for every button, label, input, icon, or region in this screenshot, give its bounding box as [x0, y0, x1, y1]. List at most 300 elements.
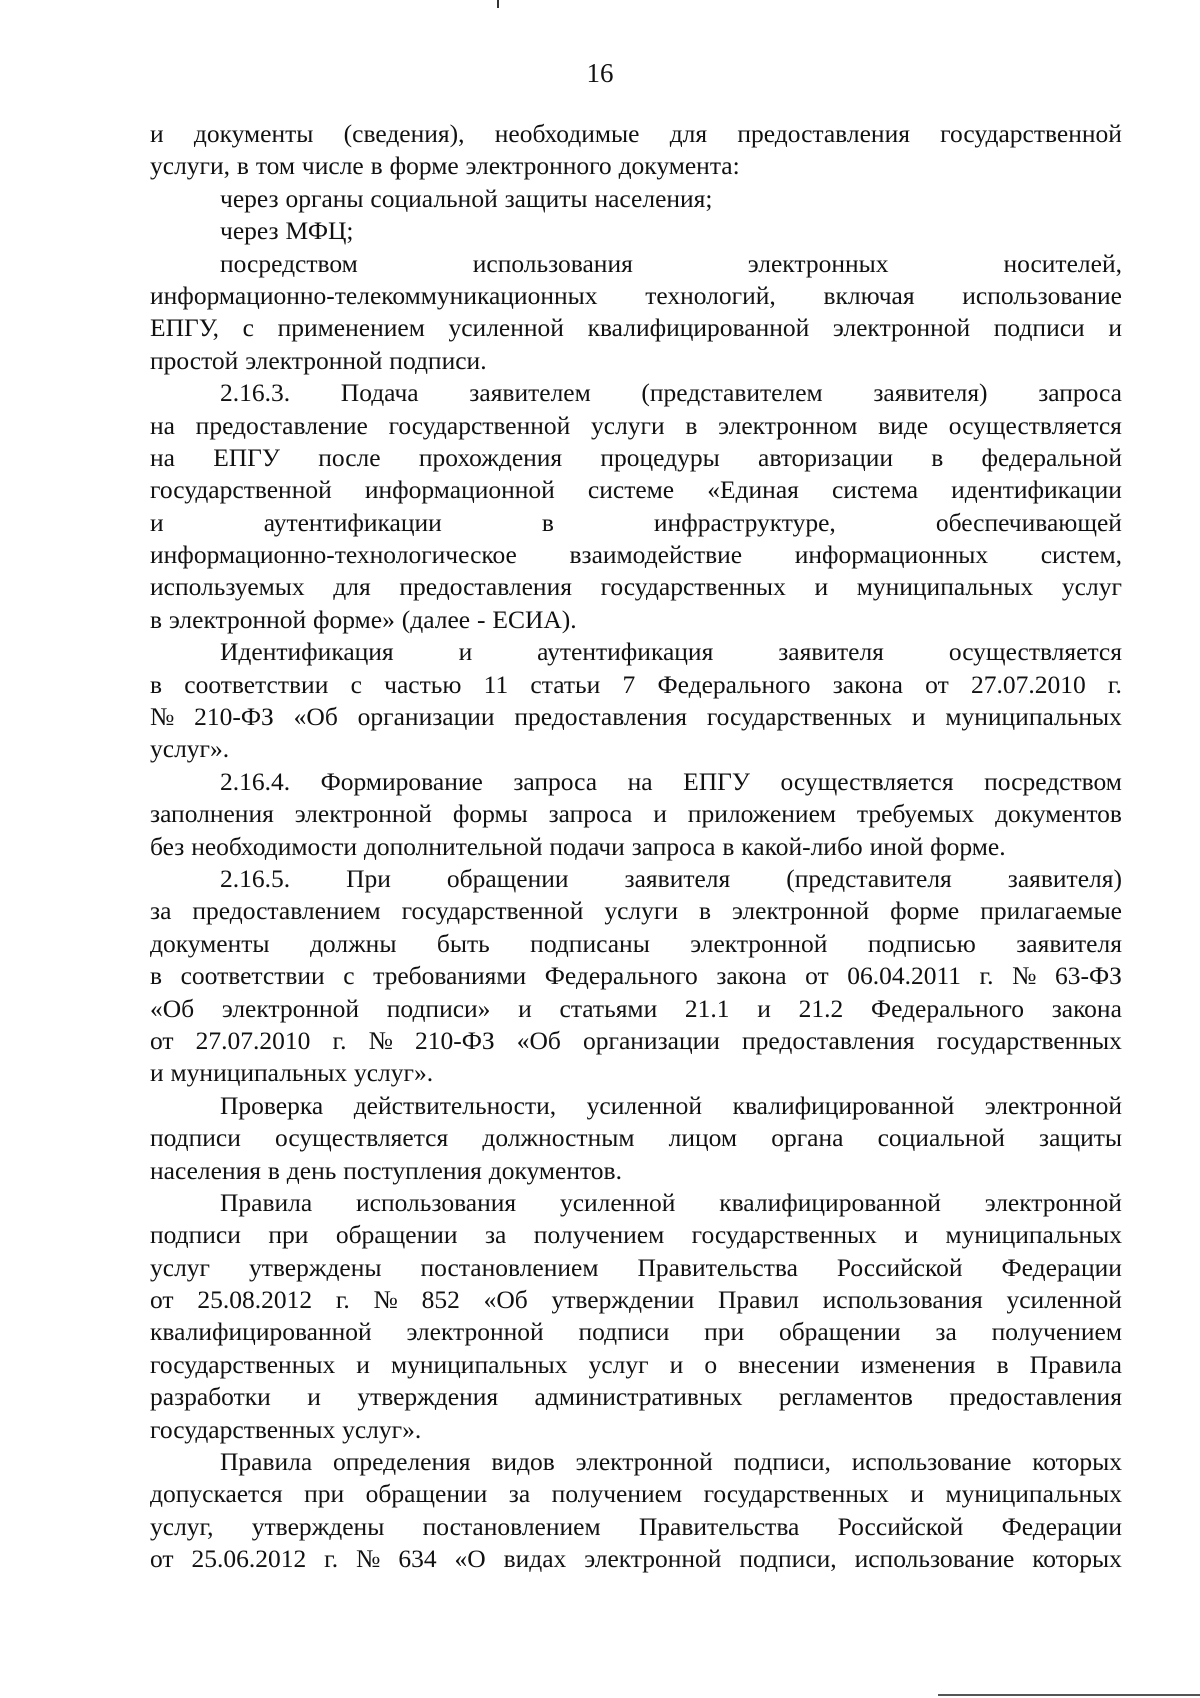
word: для — [333, 572, 371, 602]
word: Правила — [220, 1187, 313, 1217]
word: действительности, — [353, 1090, 557, 1120]
word: информационной — [364, 475, 555, 505]
word: утверждены — [251, 1511, 385, 1541]
word: г. — [335, 1285, 350, 1315]
text-line — [150, 280, 1122, 312]
word: быть — [436, 928, 490, 958]
word: 7 — [622, 669, 636, 699]
word: запроса — [631, 831, 716, 861]
word: Федерации — [1001, 1511, 1122, 1541]
word: и — [814, 572, 829, 602]
word: организации — [357, 702, 495, 732]
word: электронной — [294, 799, 432, 829]
word: от — [150, 1285, 174, 1315]
word: № — [368, 1025, 393, 1055]
text-line — [150, 1057, 1122, 1089]
word: № — [1012, 961, 1037, 991]
word: подписи» — [386, 993, 491, 1023]
word: необходимые — [494, 119, 640, 148]
word: аутентификации — [263, 507, 442, 537]
word: осуществляется — [780, 766, 954, 796]
word: и — [1108, 313, 1122, 343]
word: форме — [890, 896, 960, 926]
text-line — [150, 1478, 1122, 1510]
word: услуги — [591, 410, 665, 440]
word: которых — [1032, 1544, 1122, 1574]
text-line — [150, 604, 1122, 636]
word: защиты — [1039, 1123, 1122, 1153]
word: соответствии — [184, 669, 329, 699]
word: электронной — [575, 1447, 713, 1477]
text-line — [150, 507, 1122, 539]
word: прилагаемые — [980, 896, 1122, 926]
word: информационно-технологическое — [150, 540, 517, 570]
text-line — [150, 442, 1122, 474]
word: обращении — [446, 863, 569, 893]
word: муниципальных — [945, 1479, 1122, 1509]
word: осуществляется — [948, 410, 1122, 440]
word: при — [704, 1317, 745, 1347]
word: муниципальных — [945, 702, 1122, 732]
word: Российской — [836, 1252, 963, 1282]
word: «О — [454, 1544, 486, 1574]
word: с — [242, 313, 254, 343]
text-line — [150, 539, 1122, 571]
word: Правил — [717, 1285, 799, 1315]
word: носителей, — [1003, 248, 1122, 278]
word: № — [373, 1285, 398, 1315]
word: на — [150, 410, 175, 440]
word: в — [698, 896, 711, 926]
word: информационных — [794, 540, 989, 570]
word: в — [685, 410, 698, 440]
word: муниципальных — [170, 1058, 348, 1088]
word: государственных — [706, 702, 893, 732]
text-line — [150, 215, 1122, 247]
text-line — [150, 1090, 1122, 1122]
word: заявителя) — [873, 378, 988, 408]
word: регламентов — [778, 1382, 913, 1412]
word: 21.2 — [798, 993, 844, 1023]
word: заявителя) — [1007, 863, 1122, 893]
text-line — [150, 118, 1122, 150]
word: и — [653, 799, 667, 829]
word: и — [910, 1479, 924, 1509]
word: Идентификация — [220, 637, 394, 667]
text-line — [150, 831, 1122, 863]
word: муниципальных — [945, 1220, 1122, 1250]
word: видов — [491, 1447, 555, 1477]
word: (представителя — [786, 863, 952, 893]
word: использования — [822, 1285, 983, 1315]
word: постановлением — [420, 1252, 599, 1282]
word: применением — [277, 313, 425, 343]
word: предоставления — [514, 702, 687, 732]
word: электронной — [984, 1090, 1122, 1120]
text-line — [150, 1187, 1122, 1219]
word: подписи, — [739, 1544, 837, 1574]
word: услуг». — [353, 1058, 434, 1088]
word: квалифицированной — [732, 1090, 955, 1120]
word: усиленной — [559, 1187, 676, 1217]
word: приложением — [687, 799, 837, 829]
word: 27.07.2010 — [195, 1025, 311, 1055]
word: в — [150, 604, 163, 634]
word: предоставления — [949, 1382, 1122, 1412]
word: лицом — [668, 1123, 738, 1153]
word: подписью — [867, 928, 976, 958]
word: Федерального — [544, 961, 698, 991]
text-line — [150, 1414, 1122, 1446]
word: подписи — [993, 313, 1085, 343]
word: государственной — [940, 119, 1122, 148]
word: запроса — [548, 799, 633, 829]
text-line — [150, 345, 1122, 377]
word: 852 — [421, 1285, 460, 1315]
word: услуг — [150, 1252, 211, 1282]
word: через — [220, 216, 279, 246]
word: квалифицированной — [150, 1317, 372, 1347]
word: подписи — [578, 1317, 670, 1347]
word: и — [911, 702, 926, 732]
word: информационно-телекоммуникационных — [150, 280, 598, 310]
word: (далее — [401, 604, 471, 634]
word: заявителя — [778, 637, 884, 667]
text-line — [150, 993, 1122, 1025]
word: электронной — [406, 1317, 544, 1347]
word: обращении — [778, 1317, 901, 1347]
word: запроса — [1038, 378, 1122, 408]
word: государственных — [150, 1414, 336, 1444]
word: электронной — [168, 604, 307, 634]
text-line — [150, 248, 1122, 280]
page-number: 16 — [586, 58, 614, 88]
word: изменения — [860, 1349, 976, 1379]
word: 21.1 — [684, 993, 730, 1023]
word: ЕСИА). — [492, 604, 577, 634]
word: услуг — [588, 1349, 649, 1379]
word: подписи — [150, 1220, 241, 1250]
word: в — [370, 151, 383, 181]
text-line — [150, 571, 1122, 603]
scan-artifact-bottom — [938, 1694, 1200, 1696]
word: для — [669, 119, 708, 148]
word: в — [267, 1155, 280, 1185]
word: муниципальных — [856, 572, 1034, 602]
word: использования — [356, 1187, 517, 1217]
word: заявителем — [469, 378, 591, 408]
word: электронной — [832, 313, 971, 343]
word: частью — [384, 669, 462, 699]
word: статьями — [559, 993, 658, 1023]
text-line — [150, 377, 1122, 409]
word: запроса — [513, 766, 598, 796]
word: государственных — [150, 1349, 336, 1379]
word: федеральной — [981, 442, 1122, 472]
text-line — [150, 636, 1122, 668]
word: населения; — [594, 183, 713, 213]
word: которых — [1032, 1447, 1122, 1477]
text-line — [150, 1349, 1122, 1381]
word: 2.16.5. — [220, 863, 291, 893]
word: 25.08.2012 — [197, 1285, 313, 1315]
word: документов — [995, 799, 1122, 829]
word: населения — [150, 1155, 261, 1185]
text-line — [150, 183, 1122, 215]
word: заполнения — [150, 799, 274, 829]
text-line — [150, 701, 1122, 733]
word: числе — [301, 151, 364, 181]
text-line — [150, 1446, 1122, 1478]
word: закона — [716, 961, 787, 991]
word: Проверка — [220, 1090, 324, 1120]
text-line — [150, 669, 1122, 701]
word: № — [356, 1544, 381, 1574]
word: 63-ФЗ — [1054, 961, 1122, 991]
word: защиты — [504, 183, 588, 213]
text-line — [150, 733, 1122, 765]
word: Правила — [1029, 1349, 1122, 1379]
word: 2.16.3. — [220, 378, 291, 408]
word: на — [627, 766, 653, 796]
word: документы — [193, 119, 314, 148]
word: соответствии — [180, 961, 325, 991]
word: и — [669, 1349, 684, 1379]
word: статьи — [530, 669, 601, 699]
word: закона — [832, 669, 903, 699]
word: и — [458, 637, 473, 667]
word: и — [307, 1382, 321, 1412]
word: 2.16.4. — [220, 766, 291, 796]
word: электронном — [718, 410, 858, 440]
text-line — [150, 863, 1122, 895]
word: предоставления — [742, 1025, 915, 1055]
word: Формирование — [320, 766, 483, 796]
word: о — [704, 1349, 718, 1379]
word: дополнительной — [363, 831, 543, 861]
word: документов. — [488, 1155, 622, 1185]
text-line — [150, 766, 1122, 798]
word: включая — [823, 280, 915, 310]
word: предоставления — [399, 572, 572, 602]
word: получением — [991, 1317, 1122, 1347]
word: получением — [551, 1479, 683, 1509]
word: «Об — [150, 993, 195, 1023]
word: квалифицированной — [719, 1187, 941, 1217]
word: от — [925, 669, 949, 699]
word: 210-ФЗ — [194, 702, 274, 732]
word: услуг». — [150, 734, 230, 764]
word: процедуры — [600, 442, 720, 472]
word: - — [477, 604, 486, 634]
word: подписи — [150, 1123, 241, 1153]
word: подписи. — [389, 345, 487, 375]
word: простой — [150, 345, 239, 375]
word: обращении — [335, 1220, 458, 1250]
word: г. — [1107, 669, 1122, 699]
word: государственных — [691, 1220, 877, 1250]
word: предоставления — [737, 119, 910, 148]
word: Российской — [837, 1511, 964, 1541]
word: социальной — [877, 1123, 1005, 1153]
text-line — [150, 798, 1122, 830]
word: государственных — [600, 572, 786, 602]
word: государственной — [150, 475, 332, 505]
text-line — [150, 1155, 1122, 1187]
word: систем, — [1040, 540, 1122, 570]
word: и — [150, 119, 164, 148]
word: иной — [869, 831, 924, 861]
word: должны — [309, 928, 397, 958]
scan-artifact-top — [497, 0, 499, 8]
word: использование — [962, 280, 1122, 310]
text-line — [150, 312, 1122, 344]
word: услуг — [1061, 572, 1122, 602]
word: усиленной — [586, 1090, 703, 1120]
word: инфраструктуре, — [653, 507, 836, 537]
word: органы — [285, 183, 364, 213]
word: заявителя — [1016, 928, 1122, 958]
word: 210-ФЗ — [415, 1025, 495, 1055]
text-line — [150, 1511, 1122, 1543]
word: поступления — [343, 1155, 482, 1185]
word: усиленной — [1006, 1285, 1122, 1315]
word: определения — [333, 1447, 471, 1477]
word: и — [518, 993, 532, 1023]
word: необходимости — [191, 831, 357, 861]
word: за — [150, 896, 172, 926]
word: осуществляется — [275, 1123, 449, 1153]
word: требованиями — [373, 961, 527, 991]
word: государственной — [401, 896, 584, 926]
word: внесении — [738, 1349, 840, 1379]
word: разработки — [150, 1382, 271, 1412]
word: после — [318, 442, 381, 472]
word: через — [220, 183, 279, 213]
word: услуг». — [342, 1414, 422, 1444]
word: «Об — [483, 1285, 528, 1315]
text-line — [150, 410, 1122, 442]
word: используемых — [150, 572, 305, 602]
word: государственных — [703, 1479, 889, 1509]
word: документа: — [618, 151, 740, 181]
word: административных — [534, 1382, 743, 1412]
word: Правительства — [638, 1511, 800, 1541]
word: утверждены — [248, 1252, 382, 1282]
word: Федерального — [870, 993, 1024, 1023]
word: формы — [452, 799, 528, 829]
word: постановлением — [422, 1511, 601, 1541]
word: закона — [1051, 993, 1122, 1023]
word: обращении — [365, 1479, 488, 1509]
word: Правила — [220, 1447, 313, 1477]
word: использования — [472, 248, 633, 278]
word: электронных — [747, 248, 889, 278]
word: получением — [533, 1220, 665, 1250]
word: в — [931, 442, 944, 472]
word: требуемых — [856, 799, 975, 829]
word: день — [286, 1155, 337, 1185]
word: «Единая — [707, 475, 799, 505]
word: При — [346, 863, 391, 893]
word: электронной — [984, 1187, 1122, 1217]
word: идентификации — [951, 475, 1122, 505]
word: на — [150, 442, 175, 472]
word: подписаны — [530, 928, 650, 958]
word: электронной — [584, 1544, 722, 1574]
word: авторизации — [758, 442, 894, 472]
word: МФЦ; — [285, 216, 354, 246]
word: «Об — [516, 1025, 561, 1055]
word: с — [350, 669, 362, 699]
text-line — [150, 1284, 1122, 1316]
word: организации — [583, 1025, 720, 1055]
word: технологий, — [645, 280, 776, 310]
word: от — [805, 961, 829, 991]
word: электронной — [221, 993, 360, 1023]
word: и — [757, 993, 771, 1023]
word: квалифицированной — [587, 313, 810, 343]
word: усиленной — [448, 313, 564, 343]
word: 25.06.2012 — [191, 1544, 307, 1574]
text-line — [150, 1252, 1122, 1284]
word: посредством — [984, 766, 1122, 796]
word: при — [304, 1479, 345, 1509]
word: использование — [851, 1447, 1012, 1477]
word: допускается — [150, 1479, 283, 1509]
word: форме» — [313, 604, 395, 634]
word: Федерации — [1001, 1252, 1122, 1282]
word: электронной — [731, 896, 870, 926]
word: заявителя — [624, 863, 731, 893]
word: обеспечивающей — [935, 507, 1122, 537]
word: и — [150, 507, 164, 537]
word: услуги — [604, 896, 678, 926]
word: с — [343, 961, 355, 991]
word: государственных — [936, 1025, 1122, 1055]
word: Подача — [340, 378, 419, 408]
word: том — [255, 151, 296, 181]
word: аутентификация — [537, 637, 714, 667]
word: какой-либо — [741, 831, 863, 861]
word: система — [831, 475, 919, 505]
word: государственной — [388, 410, 571, 440]
word: посредством — [220, 248, 358, 278]
word: за — [508, 1479, 531, 1509]
word: и — [150, 1058, 164, 1088]
word: услуги, — [150, 151, 231, 181]
word: видах — [503, 1544, 567, 1574]
word: г. — [979, 961, 994, 991]
word: электронной — [245, 345, 383, 375]
word: в — [541, 507, 554, 537]
word: электронной — [690, 928, 828, 958]
word: утверждении — [551, 1285, 695, 1315]
word: использование — [854, 1544, 1015, 1574]
text-line — [150, 1122, 1122, 1154]
word: и — [356, 1349, 370, 1379]
word: при — [268, 1220, 309, 1250]
word: подачи — [549, 831, 625, 861]
word: за — [484, 1220, 507, 1250]
word: от — [150, 1025, 174, 1055]
text-line — [150, 928, 1122, 960]
word: за — [935, 1317, 957, 1347]
word: в — [236, 151, 249, 181]
word: органа — [771, 1123, 844, 1153]
word: социальной — [370, 183, 498, 213]
word: ЕПГУ, — [150, 313, 220, 343]
